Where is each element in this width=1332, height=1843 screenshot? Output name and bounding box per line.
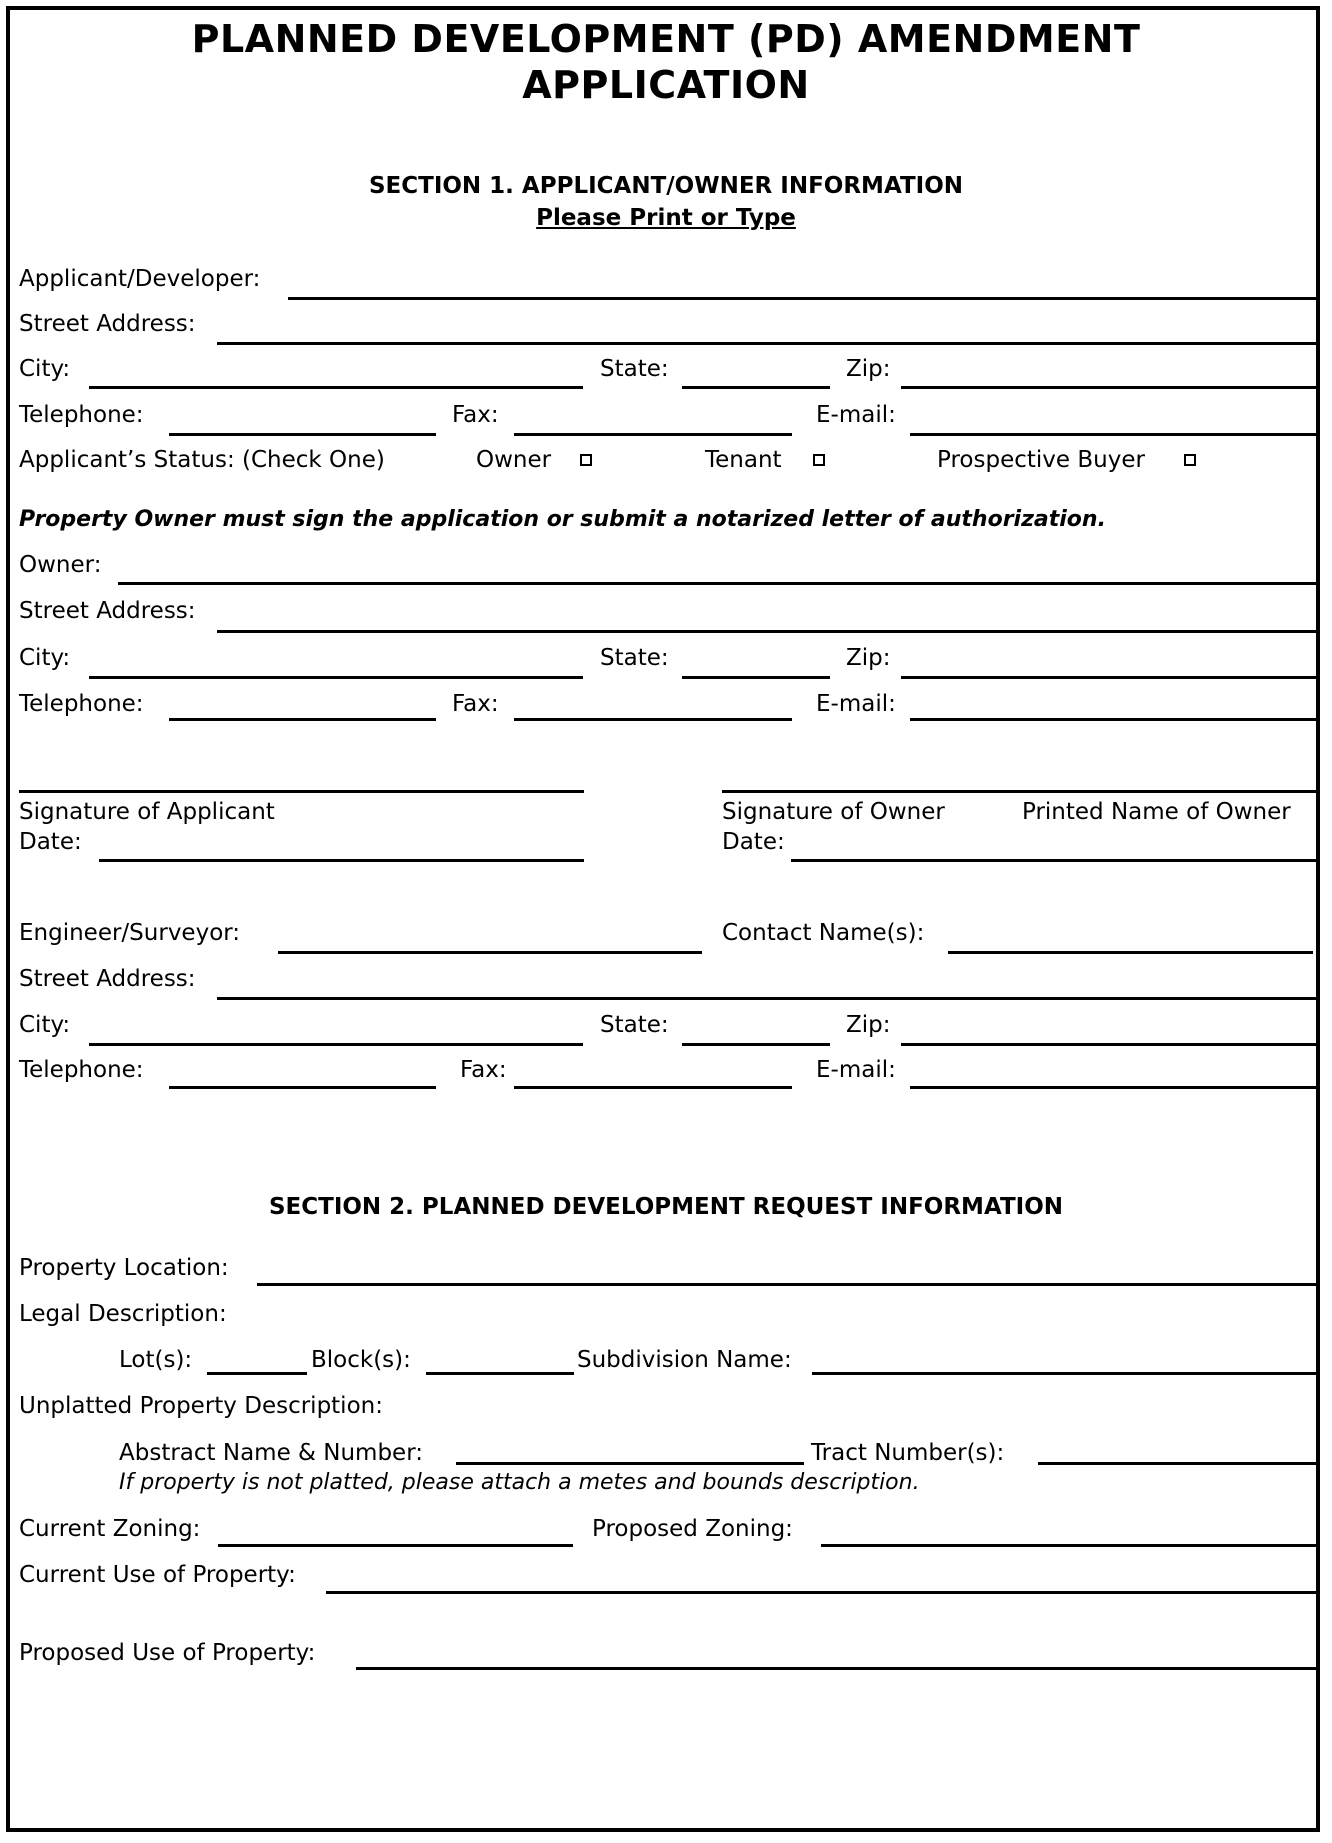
engineer-street-label: Street Address:: [19, 966, 196, 992]
owner-field[interactable]: [118, 582, 1316, 585]
owner-signature-label: Signature of Owner: [722, 799, 945, 825]
engineer-telephone-field[interactable]: [169, 1086, 436, 1089]
property-location-field[interactable]: [257, 1283, 1316, 1286]
applicant-telephone-field[interactable]: [169, 433, 436, 436]
lots-field[interactable]: [207, 1372, 307, 1375]
applicant-telephone-label: Telephone:: [19, 402, 144, 428]
owner-zip-field[interactable]: [901, 676, 1316, 679]
status-prospective-buyer-label: Prospective Buyer: [937, 447, 1145, 473]
applicant-fax-label: Fax:: [452, 402, 499, 428]
contact-names-label: Contact Name(s):: [722, 920, 925, 946]
owner-telephone-label: Telephone:: [19, 691, 144, 717]
status-prospective-buyer-checkbox[interactable]: [1184, 454, 1196, 466]
owner-signature-note: Property Owner must sign the application or submit a notarized letter of authorization.: [19, 507, 1106, 532]
engineer-state-field[interactable]: [682, 1043, 830, 1046]
property-location-label: Property Location:: [19, 1255, 229, 1281]
applicant-zip-field[interactable]: [901, 386, 1316, 389]
engineer-street-field[interactable]: [217, 997, 1316, 1000]
engineer-surveyor-field[interactable]: [278, 951, 702, 954]
applicant-developer-field[interactable]: [288, 297, 1316, 300]
owner-fax-label: Fax:: [452, 691, 499, 717]
abstract-name-number-field[interactable]: [456, 1462, 804, 1465]
applicant-fax-field[interactable]: [514, 433, 792, 436]
applicant-date-field[interactable]: [99, 859, 584, 862]
form-title-line2: APPLICATION: [522, 63, 810, 107]
current-use-label: Current Use of Property:: [19, 1562, 296, 1588]
legal-description-label: Legal Description:: [19, 1301, 227, 1327]
blocks-field[interactable]: [426, 1372, 574, 1375]
proposed-use-field[interactable]: [356, 1667, 1316, 1670]
lots-label: Lot(s):: [119, 1347, 193, 1373]
applicant-email-label: E-mail:: [816, 402, 896, 428]
subdivision-name-field[interactable]: [812, 1372, 1316, 1375]
owner-zip-label: Zip:: [846, 645, 891, 671]
applicant-street-label: Street Address:: [19, 311, 196, 337]
engineer-surveyor-label: Engineer/Surveyor:: [19, 920, 241, 946]
applicant-zip-label: Zip:: [846, 356, 891, 382]
owner-city-field[interactable]: [89, 676, 583, 679]
unplatted-note: If property is not platted, please attach a metes and bounds description.: [119, 1470, 920, 1495]
owner-email-field[interactable]: [910, 718, 1316, 721]
engineer-zip-field[interactable]: [901, 1043, 1316, 1046]
current-zoning-label: Current Zoning:: [19, 1516, 201, 1542]
engineer-state-label: State:: [600, 1012, 669, 1038]
owner-fax-field[interactable]: [514, 718, 792, 721]
owner-label: Owner:: [19, 552, 102, 578]
status-owner-checkbox[interactable]: [580, 454, 592, 466]
owner-date-label: Date:: [722, 829, 785, 855]
contact-names-field[interactable]: [948, 951, 1313, 954]
status-tenant-checkbox[interactable]: [813, 454, 825, 466]
section1-subheading: Please Print or Type: [536, 205, 796, 231]
current-use-field[interactable]: [326, 1591, 1316, 1594]
proposed-zoning-label: Proposed Zoning:: [592, 1516, 793, 1542]
engineer-city-field[interactable]: [89, 1043, 583, 1046]
proposed-use-label: Proposed Use of Property:: [19, 1640, 316, 1666]
unplatted-description-label: Unplatted Property Description:: [19, 1393, 383, 1419]
owner-date-field[interactable]: [791, 859, 1316, 862]
owner-signature-field[interactable]: [722, 790, 1316, 793]
applicant-state-label: State:: [600, 356, 669, 382]
engineer-fax-field[interactable]: [514, 1086, 792, 1089]
tract-numbers-field[interactable]: [1038, 1462, 1316, 1465]
applicant-city-label: City:: [19, 356, 71, 382]
engineer-fax-label: Fax:: [460, 1057, 507, 1083]
section1-heading: SECTION 1. APPLICANT/OWNER INFORMATION: [368, 173, 964, 199]
owner-email-label: E-mail:: [816, 691, 896, 717]
owner-state-label: State:: [600, 645, 669, 671]
blocks-label: Block(s):: [311, 1347, 411, 1373]
engineer-telephone-label: Telephone:: [19, 1057, 144, 1083]
engineer-city-label: City:: [19, 1012, 71, 1038]
proposed-zoning-field[interactable]: [821, 1544, 1316, 1547]
applicant-status-label: Applicant’s Status: (Check One): [19, 447, 385, 473]
abstract-name-number-label: Abstract Name & Number:: [119, 1440, 424, 1466]
engineer-email-label: E-mail:: [816, 1057, 896, 1083]
current-zoning-field[interactable]: [218, 1544, 573, 1547]
status-owner-label: Owner: [476, 447, 552, 473]
applicant-state-field[interactable]: [682, 386, 830, 389]
owner-city-label: City:: [19, 645, 71, 671]
owner-state-field[interactable]: [682, 676, 830, 679]
form-title-line1: PLANNED DEVELOPMENT (PD) AMENDMENT: [191, 17, 1141, 61]
applicant-signature-field[interactable]: [19, 790, 584, 793]
tract-numbers-label: Tract Number(s):: [811, 1440, 1005, 1466]
engineer-email-field[interactable]: [910, 1086, 1316, 1089]
applicant-city-field[interactable]: [89, 386, 583, 389]
owner-printed-name-label: Printed Name of Owner: [1022, 799, 1291, 825]
applicant-date-label: Date:: [19, 829, 82, 855]
status-tenant-label: Tenant: [705, 447, 782, 473]
owner-street-field[interactable]: [217, 630, 1316, 633]
owner-street-label: Street Address:: [19, 598, 196, 624]
section2-heading: SECTION 2. PLANNED DEVELOPMENT REQUEST INFORMATION: [268, 1194, 1064, 1220]
owner-telephone-field[interactable]: [169, 718, 436, 721]
applicant-email-field[interactable]: [910, 433, 1316, 436]
subdivision-name-label: Subdivision Name:: [577, 1347, 792, 1373]
applicant-developer-label: Applicant/Developer:: [19, 266, 261, 292]
applicant-street-field[interactable]: [217, 342, 1316, 345]
applicant-signature-label: Signature of Applicant: [19, 799, 275, 825]
engineer-zip-label: Zip:: [846, 1012, 891, 1038]
